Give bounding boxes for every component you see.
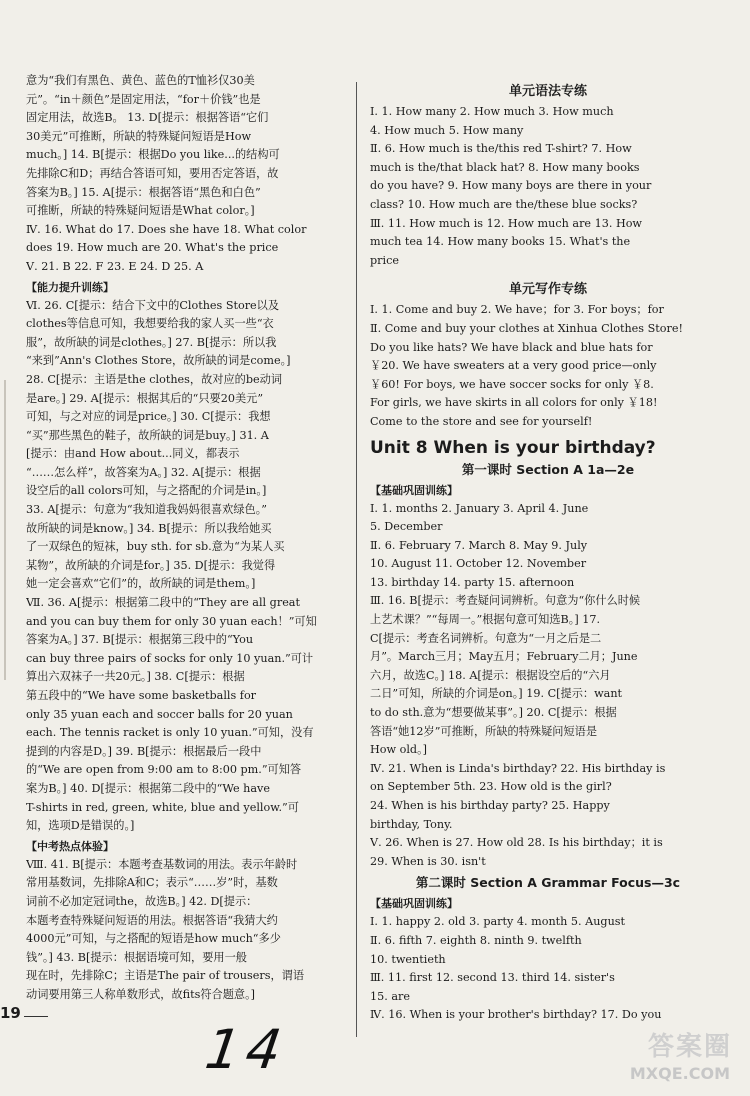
answer-line: Ⅱ. 6. February 7. March 8. May 9. July	[370, 538, 588, 552]
answer-line: 常用基数词，先排除A和C；表示“……岁”时，基数	[26, 876, 278, 890]
answer-line: 13. birthday 14. party 15. afternoon	[370, 575, 575, 589]
answer-line: 可推断，所缺的特殊疑问短语是What color。]	[26, 204, 255, 218]
answer-line: Ⅳ. 16. When is your brother's birthday? 17. Do you	[370, 1008, 662, 1022]
answer-line: Ⅳ. 21. When is Linda's birthday? 22. His birthday is	[370, 761, 666, 775]
answer-line: to do sth.意为“想要做某事”。] 20. C[提示：根据	[370, 706, 617, 720]
answer-line: Ⅰ. 1. How many 2. How much 3. How much	[370, 105, 614, 118]
answer-line: on September 5th. 23. How old is the girl?	[370, 780, 612, 794]
answer-line: Ⅴ. 21. B 22. F 23. E 24. D 25. A	[26, 259, 204, 273]
answer-line: 上艺术课？”“每周一。”根据句意可知选B。] 17.	[370, 613, 601, 627]
answer-line: “买”那些黑色的鞋子，故所缺的词是buy。] 31. A	[26, 428, 269, 442]
answer-line: 故所缺的词是know。] 34. B[提示：所以我给她买	[26, 521, 272, 535]
answer-line: Ⅰ. 1. months 2. January 3. April 4. June	[370, 501, 589, 515]
answer-line: 词前不必加定冠词the，故选B。] 42. D[提示：	[26, 894, 258, 908]
answer-line: 30美元”可推断，所缺的特殊疑问短语是How	[26, 129, 252, 143]
answer-line: 二日”可知，所缺的介词是on。] 19. C[提示：want	[370, 687, 623, 701]
answer-line: [提示：由and How about...同义，都表示	[26, 447, 240, 461]
answer-line: 现在时，先排除C；主语是The pair of trousers，谓语	[26, 969, 305, 983]
answer-line: Do you like hats? We have black and blue hats for	[370, 340, 653, 354]
answer-line: C[提示：考查名词辨析。句意为“一月之后是二	[370, 631, 602, 645]
answer-line: 4. How much 5. How many	[370, 123, 524, 137]
answer-line: 她一定会喜欢“它们”的，故所缺的词是them。]	[26, 577, 256, 591]
answer-line: 算出六双袜子一共20元。] 38. C[提示：根据	[26, 670, 245, 684]
answer-line: 24. When is his birthday party? 25. Happy	[370, 799, 610, 812]
answer-line: clothes等信息可知，我想要给我的家人买一些“衣	[26, 317, 274, 331]
answer-line: 动词要用第三人称单数形式，故fits符合题意。]	[26, 987, 256, 1001]
answer-line: “来到”Ann's Clothes Store，故所缺的词是come。]	[26, 354, 291, 368]
lesson-1-title: 第一课时 Section A 1a—2e	[461, 461, 635, 477]
watermark	[600, 1020, 740, 1090]
answer-line: ￥20. We have sweaters at a very good price—only	[370, 359, 657, 373]
column-divider	[356, 82, 357, 1037]
answer-line: 钱”。] 43. B[提示：根据语境可知，要用一般	[26, 950, 247, 964]
answer-line: For girls, we have skirts in all colors for only ￥18!	[370, 396, 658, 410]
answer-line: How old。]	[370, 743, 428, 757]
answer-line: ￥60! For boys, we have soccer socks for only ￥8.	[370, 377, 654, 391]
answer-line: class? 10. How much are the/these blue socks?	[370, 197, 638, 211]
answer-line: can buy three pairs of socks for only 10 yuan.”可计	[26, 651, 314, 665]
answer-line: 固定用法，故选B。 13. D[提示：根据答语“它们	[26, 111, 269, 125]
answer-line: Ⅱ. 6. fifth 7. eighth 8. ninth 9. twelfth	[370, 933, 582, 947]
answer-line: 元”。“in＋颜色”是固定用法，“for＋价钱”也是	[26, 92, 261, 106]
answer-line: only 35 yuan each and soccer balls for 20 yuan	[26, 707, 293, 721]
answer-line: 案为B。] 40. D[提示：根据第二段中的“We have	[26, 781, 270, 795]
unit-title: Unit 8 When is your birthday?	[370, 437, 656, 458]
page-number: 19	[0, 1004, 21, 1022]
answer-line: Ⅶ. 36. A[提示：根据第二段中的“They are all great	[26, 596, 300, 610]
watermark-site: MXQE.COM	[629, 1064, 730, 1083]
answer-line: Ⅲ. 11. first 12. second 13. third 14. sister's	[370, 971, 615, 985]
answer-line: Ⅱ. 6. How much is the/this red T-shirt? 7. How	[370, 142, 632, 156]
answer-line: 某物”，故所缺的介词是for。] 35. D[提示：我觉得	[26, 558, 276, 572]
answer-line: 答语“她12岁”可推断，所缺的特殊疑问短语是	[370, 724, 598, 738]
section-tag-ability: 【能力提升训练】	[26, 280, 114, 294]
lesson-2-title: 第二课时 Section A Grammar Focus—3c	[415, 875, 681, 891]
binding-edge	[4, 380, 6, 680]
section-tag-basic-2: 【基础巩固训练】	[370, 897, 458, 911]
grammar-section-title: 单元语法专练	[508, 84, 587, 99]
answer-line: 10. twentieth	[370, 952, 446, 966]
answer-line: Ⅳ. 16. What do 17. Does she have 18. What color	[26, 222, 307, 236]
answer-line: 了一双绿色的短袜，buy sth. for sb.意为“为某人买	[26, 540, 285, 554]
left-column	[26, 72, 348, 1005]
answer-line: 15. are	[370, 989, 410, 1003]
answer-line: 5. December	[370, 520, 443, 534]
answer-line: does 19. How much are 20. What's the price	[26, 241, 279, 255]
right-column	[370, 72, 726, 1025]
section-tag-basic-1: 【基础巩固训练】	[370, 483, 458, 497]
answer-line: Ⅰ. 1. happy 2. old 3. party 4. month 5. August	[370, 915, 626, 929]
page-number-rule	[24, 1016, 48, 1017]
answer-line: birthday, Tony.	[370, 817, 453, 831]
answer-line: 设空后的all colors可知，与之搭配的介词是in。]	[26, 484, 267, 498]
answer-line: 4000元”可知，与之搭配的短语是how much“多少	[26, 932, 281, 946]
answer-line: do you have? 9. How many boys are there in your	[370, 179, 652, 193]
answer-line: each. The tennis racket is only 10 yuan.”可知，没有	[26, 726, 314, 740]
answer-line: 答案为A。] 37. B[提示：根据第三段中的“You	[26, 633, 254, 647]
answer-line: 10. August 11. October 12. November	[370, 557, 587, 571]
answer-line: much tea 14. How many books 15. What's the	[370, 235, 631, 249]
answer-line: Ⅷ. 41. B[提示：本题考查基数词的用法。表示年龄时	[26, 857, 298, 871]
answer-line: Ⅲ. 16. B[提示：考查疑问词辨析。句意为“你什么时候	[370, 594, 641, 608]
answer-line: 意为“我们有黑色、黄色、蓝色的T恤衫仅30美	[26, 74, 255, 87]
answer-line: and you can buy them for only 30 yuan each！”可知	[26, 614, 317, 628]
answer-line: 六月，故选C。] 18. A[提示：根据设空后的“六月	[370, 668, 611, 682]
answer-line: 服”，故所缺的词是clothes。] 27. B[提示：所以我	[26, 335, 277, 349]
answer-line: price	[370, 253, 399, 267]
answer-line: Ⅵ. 26. C[提示：结合下文中的Clothes Store以及	[26, 298, 280, 312]
section-tag-exam: 【中考热点体验】	[26, 839, 114, 853]
answer-line: 知，选项D是错误的。]	[26, 819, 135, 833]
answer-line: Ⅲ. 11. How much is 12. How much are 13. How	[370, 216, 643, 230]
answer-line: 29. When is 30. isn't	[370, 854, 486, 868]
answer-line: much is the/that black hat? 8. How many books	[370, 160, 640, 174]
answer-line: Ⅴ. 26. When is 27. How old 28. Is his birthday；it is	[370, 836, 663, 850]
watermark-brand: 答案圈	[647, 1032, 732, 1062]
answer-line: 28. C[提示：主语是the clothes，故对应的be动词	[26, 372, 283, 386]
handwritten-note: 14	[201, 1018, 292, 1081]
answer-line: Ⅱ. Come and buy your clothes at Xinhua Clothes Store!	[370, 321, 683, 335]
answer-line: T-shirts in red, green, white, blue and yellow.”可	[26, 800, 299, 814]
answer-line: 是are。] 29. A[提示：根据其后的“只要20美元”	[26, 391, 264, 405]
answer-line: Come to the store and see for yourself!	[370, 414, 593, 428]
answer-line: 先排除C和D；再结合答语可知，要用否定答语，故	[26, 166, 279, 180]
answer-line: 33. A[提示：句意为“我知道我妈妈很喜欢绿色。”	[26, 503, 268, 517]
answer-line: 月”。March三月；May五月；February二月；June	[370, 650, 638, 664]
answer-line: 提到的内容是D。] 39. B[提示：根据最后一段中	[26, 744, 262, 758]
answer-line: 可知，与之对应的词是price。] 30. C[提示：我想	[26, 410, 271, 424]
answer-line: 的“We are open from 9:00 am to 8:00 pm.”可知答	[26, 763, 302, 777]
answer-line: “……怎么样”，故答案为A。] 32. A[提示：根据	[26, 465, 261, 479]
answer-line: 本题考查特殊疑问短语的用法。根据答语“我猜大约	[26, 913, 278, 927]
answer-line: 答案为B。] 15. A[提示：根据答语“黑色和白色”	[26, 185, 261, 199]
answer-line: Ⅰ. 1. Come and buy 2. We have；for 3. For boys；for	[370, 303, 664, 317]
answer-line: much。] 14. B[提示：根据Do you like...的结构可	[26, 148, 280, 162]
answer-line: 第五段中的“We have some basketballs for	[26, 689, 257, 702]
writing-section-title: 单元写作专练	[508, 282, 587, 298]
